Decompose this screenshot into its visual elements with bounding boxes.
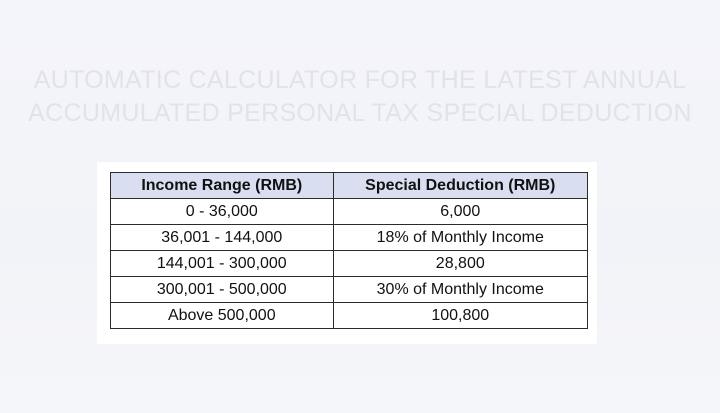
income-range-cell: 0 - 36,000 — [111, 199, 334, 225]
table-card — [97, 162, 597, 344]
income-range-cell: 144,001 - 300,000 — [111, 251, 334, 277]
page-title-line-1: AUTOMATIC CALCULATOR FOR THE LATEST ANNUAL — [33, 66, 687, 94]
header-special-deduction: Special Deduction (RMB) — [333, 173, 587, 199]
table-row — [111, 251, 588, 277]
header-income-range: Income Range (RMB) — [111, 173, 334, 199]
deduction-cell: 18% of Monthly Income — [333, 225, 587, 251]
deduction-cell: 6,000 — [333, 199, 587, 225]
deduction-table — [110, 172, 588, 329]
table-row — [111, 225, 588, 251]
table-row — [111, 199, 588, 225]
page-title-line-2: ACCUMULATED PERSONAL TAX SPECIAL DEDUCTION — [28, 99, 692, 127]
deduction-cell: 100,800 — [333, 303, 587, 329]
table-row — [111, 277, 588, 303]
table-header-row — [111, 173, 588, 199]
income-range-cell: 36,001 - 144,000 — [111, 225, 334, 251]
income-range-cell: 300,001 - 500,000 — [111, 277, 334, 303]
deduction-cell: 28,800 — [333, 251, 587, 277]
deduction-cell: 30% of Monthly Income — [333, 277, 587, 303]
income-range-cell: Above 500,000 — [111, 303, 334, 329]
table-row — [111, 303, 588, 329]
page-title — [0, 64, 720, 130]
